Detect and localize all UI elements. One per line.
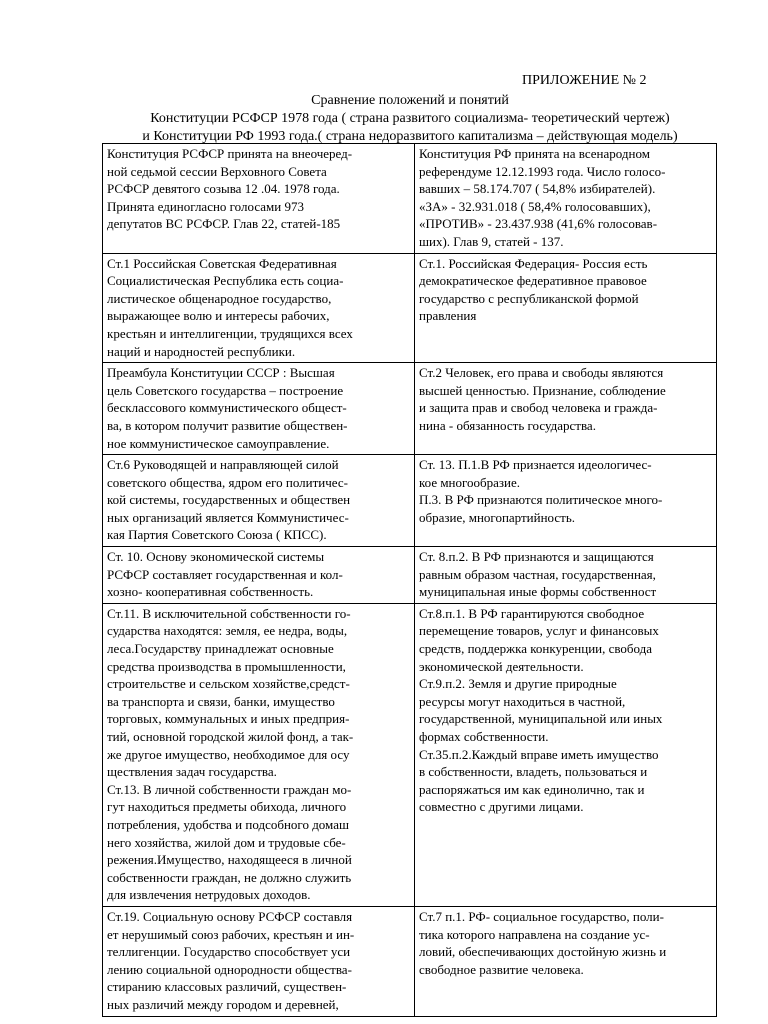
rsfsr-1978-cell [103,603,415,906]
table-row [103,547,717,604]
cell-text-line: перемещение товаров, услуг и финансовых [419,623,659,639]
cell-text-line: высшей ценностью. Признание, соблюдение [419,382,666,398]
cell-text-line: экономической деятельности. [419,658,584,674]
cell-text-line: стиранию классовых различий, существен- [107,979,347,995]
cell-text-line: вавших – 58.174.707 ( 54,8% избирателей). [419,181,656,197]
cell-text-line: для извлечения нетрудовых доходов. [107,887,311,903]
cell-text-line: референдуме 12.12.1993 года. Число голосо- [419,163,666,179]
cell-text-line: государственной, муниципальной или иных [419,711,663,727]
rsfsr-1978-cell [103,363,415,455]
cell-text-line: совместно с другими лицами. [419,799,584,815]
cell-text-line: РСФСР девятого созыва 12 .04. 1978 года. [107,181,340,197]
cell-text-line: свободное развитие человека. [419,961,584,977]
comparison-table-body [103,144,717,1017]
cell-text-line: формах собственности. [419,729,549,744]
cell-text-line: Ст. 13. П.1.В РФ признается идеологичес- [419,457,652,473]
cell-text-line: наций и народностей республики. [107,343,296,359]
cell-text-line: режения.Имущество, находящееся в личной [107,852,352,868]
cell-text-line: Ст.11. В исключительной собственности го- [107,605,351,621]
cell-text-line: собственности граждан, не должно служить [107,869,352,885]
heading-line: Сравнение положений и понятий [311,93,509,108]
cell-text-line: сударства находятся: земля, ее недра, воды, [107,623,348,639]
cell-text-line: гут находиться предметы обихода, личного [107,799,347,815]
cell-text-line: Ст.8.п.1. В РФ гарантируются свободное [419,605,645,621]
cell-text-line: Принята единогласно голосами 973 [107,198,304,214]
cell-text-line: депутатов ВС РСФСР. Глав 22, статей-185 [107,216,341,232]
cell-text-line: равным образом частная, государственная, [419,566,656,582]
cell-text-line: ва транспорта и связи, банки, имущество [107,693,335,709]
cell-text-line: потребления, удобства и подсобного домаш [107,816,349,832]
cell-text-line: ной седьмой сессии Верховного Совета [107,163,327,179]
cell-text-line: Конституция РСФСР принята на внеочеред- [107,146,353,161]
cell-text-line: тика которого направлена на создание ус- [419,926,650,942]
cell-text-line: нина - обязанность государства. [419,417,596,433]
rf-1993-cell [415,547,717,604]
cell-text-line: кая Партия Советского Союза ( КПСС). [107,527,327,543]
cell-text-line: ших). Глав 9, статей - 137. [419,233,564,249]
cell-text-line: «ПРОТИВ» - 23.437.938 (41,6% голосовав- [419,216,658,232]
cell-text-line: Преамбула Конституции СССР : Высшая [107,365,335,381]
cell-text-line: же другое имущество, необходимое для осу [107,746,350,762]
cell-text-line: ное коммунистическое самоуправление. [107,435,330,451]
heading-line: Конституции РСФСР 1978 года ( страна развитого социализма- теоретический чертеж) [150,111,670,126]
cell-text-line: листическое общенародное государство, [107,290,332,306]
table-row [103,363,717,455]
cell-text-line: кой системы, государственных и обществен [107,492,351,508]
cell-text-line: П.3. В РФ признаются политическое много- [419,492,663,508]
cell-text-line: бесклассового коммунистического общест- [107,400,347,416]
cell-text-line: правления [419,308,477,324]
table-row [103,906,717,1016]
cell-text-line: тий, основной городской жилой фонд, а так- [107,729,354,744]
table-row [103,253,717,363]
rf-1993-cell [415,144,717,254]
cell-text-line: крестьян и интеллигенции, трудящихся всех [107,325,353,341]
rf-1993-cell [415,253,717,363]
rsfsr-1978-cell [103,547,415,604]
cell-text-line: образие, многопартийность. [419,509,575,525]
cell-text-line: ресурсы могут находиться в частной, [419,693,626,709]
cell-text-line: ных организаций является Коммунистичес- [107,509,349,525]
cell-text-line: ловий, обеспечивающих достойную жизнь и [419,944,667,960]
cell-text-line: ет нерушимый союз рабочих, крестьян и ин- [107,926,355,942]
rf-1993-cell [415,906,717,1016]
cell-text-line: Конституция РФ принята на всенародном [419,146,650,161]
cell-text-line: лению социальной однородности общества- [107,961,352,977]
cell-text-line: ных различий между городом и деревней, [107,996,339,1012]
cell-text-line: Ст.35.п.2.Каждый вправе иметь имущество [419,746,659,762]
cell-text-line: Ст.7 п.1. РФ- социальное государство, поли- [419,908,664,924]
rf-1993-cell [415,603,717,906]
comparison-table [102,143,717,1017]
cell-text-line: распоряжаться им как единолично, так и [419,781,645,797]
cell-text-line: «ЗА» - 32.931.018 ( 58,4% голосовавших), [419,198,651,214]
rsfsr-1978-cell [103,253,415,363]
cell-text-line: средств, поддержка конкуренции, свобода [419,641,653,657]
cell-text-line: муниципальная иные формы собственност [419,584,657,600]
heading-line: и Конституции РФ 1993 года.( страна недоразвитого капитализма – действующая модель) [142,129,678,144]
table-row [103,603,717,906]
cell-text-line: строительстве и сельском хозяйстве,средст- [107,676,350,692]
document-heading [100,92,720,146]
cell-text-line: Социалистическая Республика есть социа- [107,273,344,289]
rsfsr-1978-cell [103,144,415,254]
rsfsr-1978-cell [103,906,415,1016]
cell-text-line: выражающее волю и интересы рабочих, [107,308,330,324]
cell-text-line: торговых, коммунальных и иных предприя- [107,711,350,727]
cell-text-line: Ст.13. В личной собственности граждан мо- [107,781,352,797]
cell-text-line: ва, в котором получит развитие обществен- [107,417,348,433]
cell-text-line: Ст. 8.п.2. В РФ признаются и защищаются [419,549,654,565]
cell-text-line: Ст.19. Социальную основу РСФСР составля [107,908,353,924]
cell-text-line: в собственности, владеть, пользоваться и [419,764,648,780]
cell-text-line: Ст.1. Российская Федерация- Россия есть [419,255,648,271]
cell-text-line: Ст.2 Человек, его права и свободы являются [419,365,664,381]
cell-text-line: хозно- кооперативная собственность. [107,584,314,600]
cell-text-line: кое многообразие. [419,474,521,490]
cell-text-line: Ст.9.п.2. Земля и другие природные [419,676,617,692]
cell-text-line: теллигенции. Государство способствует уси [107,944,351,960]
cell-text-line: советского общества, ядром его политичес- [107,474,348,490]
cell-text-line: Ст.1 Российская Советская Федеративная [107,255,337,271]
cell-text-line: него хозяйства, жилой дом и трудовые сбе- [107,834,346,850]
cell-text-line: цель Советского государства – построение [107,382,344,398]
cell-text-line: средства производства в промышленности, [107,658,346,674]
cell-text-line: Ст.6 Руководящей и направляющей силой [107,457,339,473]
appendix-label: ПРИЛОЖЕНИЕ № 2 [522,73,647,88]
cell-text-line: РСФСР составляет государственная и кол- [107,566,343,582]
cell-text-line: ществления задач государства. [107,764,277,780]
table-row [103,455,717,547]
cell-text-line: леса.Государству принадлежат основные [107,641,334,657]
rsfsr-1978-cell [103,455,415,547]
cell-text-line: Ст. 10. Основу экономической системы [107,549,325,565]
cell-text-line: государство с республиканской формой [419,290,639,306]
rf-1993-cell [415,363,717,455]
cell-text-line: демократическое федеративное правовое [419,273,647,289]
table-row [103,144,717,254]
rf-1993-cell [415,455,717,547]
cell-text-line: и защита прав и свобод человека и гражда- [419,400,658,416]
